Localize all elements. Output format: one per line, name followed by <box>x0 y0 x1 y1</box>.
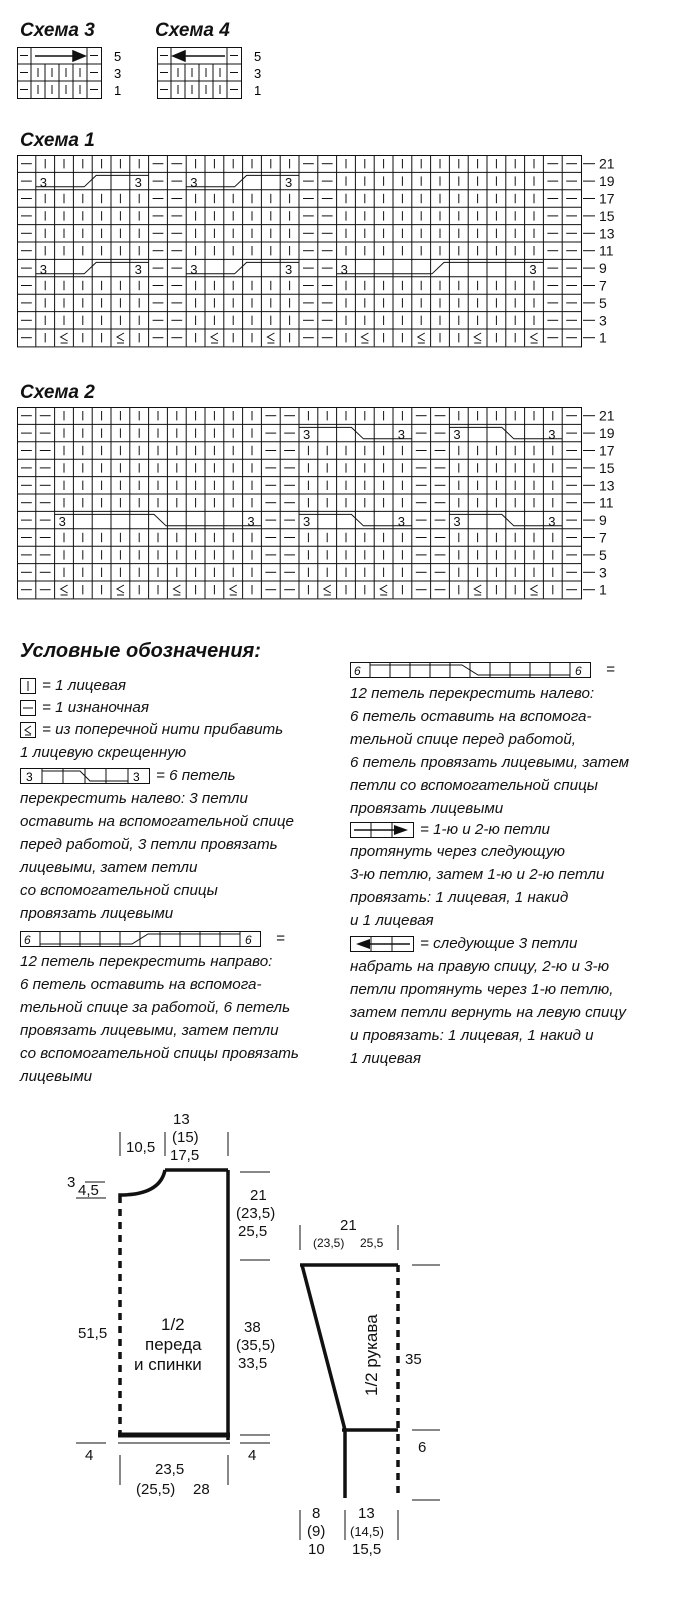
legend-text-line: провязать лицевыми, затем петли <box>20 1022 279 1039</box>
cable-symbol <box>186 172 299 189</box>
hem-label: 4 <box>85 1447 94 1464</box>
legend-text-line: лицевыми, затем петли <box>20 859 198 876</box>
cable-symbol <box>449 511 562 528</box>
legend-text-line: тельной спице перед работой, <box>350 731 576 748</box>
neck-width-label: 10,5 <box>126 1139 156 1156</box>
legend-text-line: провязать: 1 лицевая, 1 накид <box>350 889 569 906</box>
cable6-right-symbol-icon <box>20 931 270 947</box>
row-number: 9 <box>599 260 607 277</box>
increase-symbol-icon <box>20 722 36 738</box>
chart-scheme2 <box>17 407 637 612</box>
legend-text-line: лицевыми <box>20 1068 93 1085</box>
left-arrow-symbol-icon <box>350 936 414 952</box>
body-title: 1/2 <box>161 1315 185 1334</box>
legend-text-line: перекрестить налево: 3 петли <box>20 790 248 807</box>
row-number: 7 <box>599 529 607 546</box>
cable-label: 6 <box>24 932 31 947</box>
legend-increase: = из поперечной нити прибавить <box>20 720 283 740</box>
svg-text:3: 3 <box>26 769 33 784</box>
cable-symbol <box>449 424 562 441</box>
legend-text-line: провязать лицевыми <box>350 800 504 817</box>
armhole-label: (23,5) <box>236 1205 276 1222</box>
legend-text-line: набрать на правую спицу, 2-ю и 3-ю <box>350 958 610 975</box>
garment-schematic <box>0 1100 695 1598</box>
right-arrow-symbol <box>35 51 85 61</box>
cable-label: 3 <box>285 174 293 190</box>
cable-label: 3 <box>453 513 461 529</box>
row-number: 3 <box>599 312 607 329</box>
sleeve-bottom-label: 10 <box>308 1541 325 1558</box>
row-number: 3 <box>599 564 607 581</box>
row-number: 5 <box>599 294 607 311</box>
cable-label: 3 <box>303 513 311 529</box>
row-number: 1 <box>114 83 122 98</box>
cable-label: 3 <box>134 261 142 277</box>
chart-scheme4 <box>157 47 287 103</box>
cable-label: 6 <box>575 663 582 678</box>
cable-label: 3 <box>58 513 66 529</box>
side-label: 38 <box>244 1319 261 1336</box>
row-number: 1 <box>599 581 607 598</box>
width-label: 23,5 <box>155 1461 185 1478</box>
armhole-label: 25,5 <box>238 1223 268 1240</box>
row-number: 13 <box>599 225 615 242</box>
legend-arrow-right: = 1-ю и 2-ю петли <box>350 820 550 840</box>
legend-heading: Условные обозначения: <box>20 640 261 662</box>
row-number: 5 <box>114 49 122 64</box>
legend-text-line: петли со вспомогательной спицы <box>350 777 598 794</box>
sleeve-bottom-label: 15,5 <box>352 1541 382 1558</box>
neck-depth-label: 3 <box>67 1174 76 1191</box>
sleeve-bottom-label: (9) <box>307 1523 326 1540</box>
cable-label: 3 <box>548 513 556 529</box>
row-number: 11 <box>599 494 614 511</box>
body-title: переда <box>145 1335 202 1354</box>
legend-text-line: 12 петель перекрестить направо: <box>20 953 273 970</box>
row-number: 17 <box>599 442 615 459</box>
legend-text-line: со вспомогательной спицы провязать <box>20 1045 299 1062</box>
chart-scheme3 <box>17 47 147 103</box>
row-number: 11 <box>599 242 614 259</box>
cable6-left-symbol-icon <box>350 662 600 678</box>
right-arrow-symbol-icon <box>350 822 414 838</box>
row-number: 15 <box>599 207 615 224</box>
cable-label: 3 <box>453 426 461 442</box>
legend-text-line: 1 лицевая <box>350 1050 421 1067</box>
cable-symbol <box>337 259 544 276</box>
cable-symbol <box>55 511 262 528</box>
row-number: 3 <box>254 66 262 81</box>
sleeve-bottom-label: (14,5) <box>350 1524 384 1539</box>
shoulder-label: (15) <box>172 1129 199 1146</box>
cable-label: 6 <box>245 932 252 947</box>
svg-text:3: 3 <box>133 769 140 784</box>
cable-label: 3 <box>397 513 406 529</box>
knit-symbol-icon <box>20 678 36 694</box>
row-number: 17 <box>599 190 615 207</box>
row-number: 7 <box>599 277 607 294</box>
shoulder-label: 13 <box>173 1111 190 1128</box>
cable-symbol <box>299 511 412 528</box>
legend-knit: = 1 лицевая <box>20 676 126 696</box>
cable-symbol <box>36 259 149 276</box>
left-arrow-symbol <box>173 51 225 61</box>
cable-label: 3 <box>39 261 48 277</box>
row-number: 3 <box>114 66 122 81</box>
legend-cable3: 3 3 = 6 петель <box>20 766 236 786</box>
row-number: 5 <box>254 49 262 64</box>
row-number: 15 <box>599 459 615 476</box>
legend-text-line: 3-ю петлю, затем 1-ю и 2-ю петли <box>350 866 605 883</box>
legend-text-line: тельной спице за работой, 6 петель <box>20 999 291 1016</box>
cable-label: 3 <box>397 426 406 442</box>
legend-text-line: 6 петель оставить на вспомога- <box>20 976 262 993</box>
row-number: 21 <box>599 155 615 172</box>
row-number: 1 <box>599 329 607 346</box>
legend-text-line: петли протянуть через 1-ю петлю, <box>350 981 614 998</box>
cable-label: 3 <box>134 174 142 190</box>
row-number: 19 <box>599 173 615 190</box>
legend-cable6-right: 6 6 = <box>20 929 285 949</box>
purl-symbol-icon <box>20 700 36 716</box>
row-number: 9 <box>599 512 607 529</box>
legend-text-line: 6 петель оставить на вспомога- <box>350 708 592 725</box>
body-title: и спинки <box>134 1355 202 1374</box>
cable-label: 3 <box>303 426 311 442</box>
side-label: 33,5 <box>238 1355 268 1372</box>
cable-label: 3 <box>548 426 556 442</box>
legend-arrow-left: = следующие 3 петли <box>350 934 577 954</box>
title-scheme4: Схема 4 <box>155 20 230 41</box>
sleeve-top-label: (23,5) <box>313 1236 345 1250</box>
sleeve-top-label: 21 <box>340 1217 357 1234</box>
legend-text-line: и 1 лицевая <box>350 912 434 929</box>
cable-symbol <box>299 424 412 441</box>
row-number: 13 <box>599 477 615 494</box>
shoulder-label: 17,5 <box>170 1147 200 1164</box>
cable-label: 3 <box>247 513 255 529</box>
title-scheme2: Схема 2 <box>20 382 95 403</box>
cable-label: 6 <box>354 663 361 678</box>
legend-purl: = 1 изнаночная <box>20 698 149 718</box>
cable-symbol <box>186 259 299 276</box>
cable-symbol <box>36 172 149 189</box>
sleeve-title: 1/2 рукава <box>362 1314 381 1396</box>
armhole-label: 21 <box>250 1187 267 1204</box>
legend-text-line: 12 петель перекрестить налево: <box>350 685 595 702</box>
legend-text-line: 6 петель провязать лицевыми, затем <box>350 754 630 771</box>
title-scheme3: Схема 3 <box>20 20 95 41</box>
legend-text-line: затем петли вернуть на левую спицу <box>350 1004 626 1021</box>
row-number: 5 <box>599 546 607 563</box>
legend-text-line: и провязать: 1 лицевая, 1 накид и <box>350 1027 594 1044</box>
width-label: 28 <box>193 1481 210 1498</box>
sleeve-bottom-label: 13 <box>358 1505 375 1522</box>
cable-label: 3 <box>340 261 348 277</box>
neck-depth-label: 4,5 <box>78 1182 99 1199</box>
side-label: (35,5) <box>236 1337 276 1354</box>
legend-text-line: провязать лицевыми <box>20 905 174 922</box>
cable-label: 3 <box>285 261 293 277</box>
row-number: 21 <box>599 407 615 424</box>
legend-increase-cont: 1 лицевую скрещенную <box>20 744 187 761</box>
sleeve-bottom-label: 8 <box>312 1505 321 1522</box>
legend-text-line: перед работой, 3 петли провязать <box>20 836 278 853</box>
title-scheme1: Схема 1 <box>20 130 95 151</box>
sleeve-cuff-label: 6 <box>418 1439 427 1456</box>
cable-label: 3 <box>190 261 198 277</box>
cable-label: 3 <box>529 261 537 277</box>
sleeve-length-label: 35 <box>405 1351 422 1368</box>
length-label: 51,5 <box>78 1325 108 1342</box>
row-number: 1 <box>254 83 262 98</box>
cable-label: 3 <box>190 174 198 190</box>
cable-label: 3 <box>39 174 48 190</box>
chart-scheme1 <box>17 155 637 360</box>
legend-text-line: протянуть через следующую <box>350 843 565 860</box>
hem-label: 4 <box>248 1447 257 1464</box>
row-number: 19 <box>599 425 615 442</box>
legend-cable6-left: 6 6 = <box>350 660 615 680</box>
width-label: (25,5) <box>136 1481 176 1498</box>
sleeve-top-label: 25,5 <box>360 1236 384 1250</box>
legend-text-line: оставить на вспомогательной спице <box>20 813 294 830</box>
cable3-symbol-icon <box>20 768 150 784</box>
legend-text-line: со вспомогательной спицы <box>20 882 218 899</box>
